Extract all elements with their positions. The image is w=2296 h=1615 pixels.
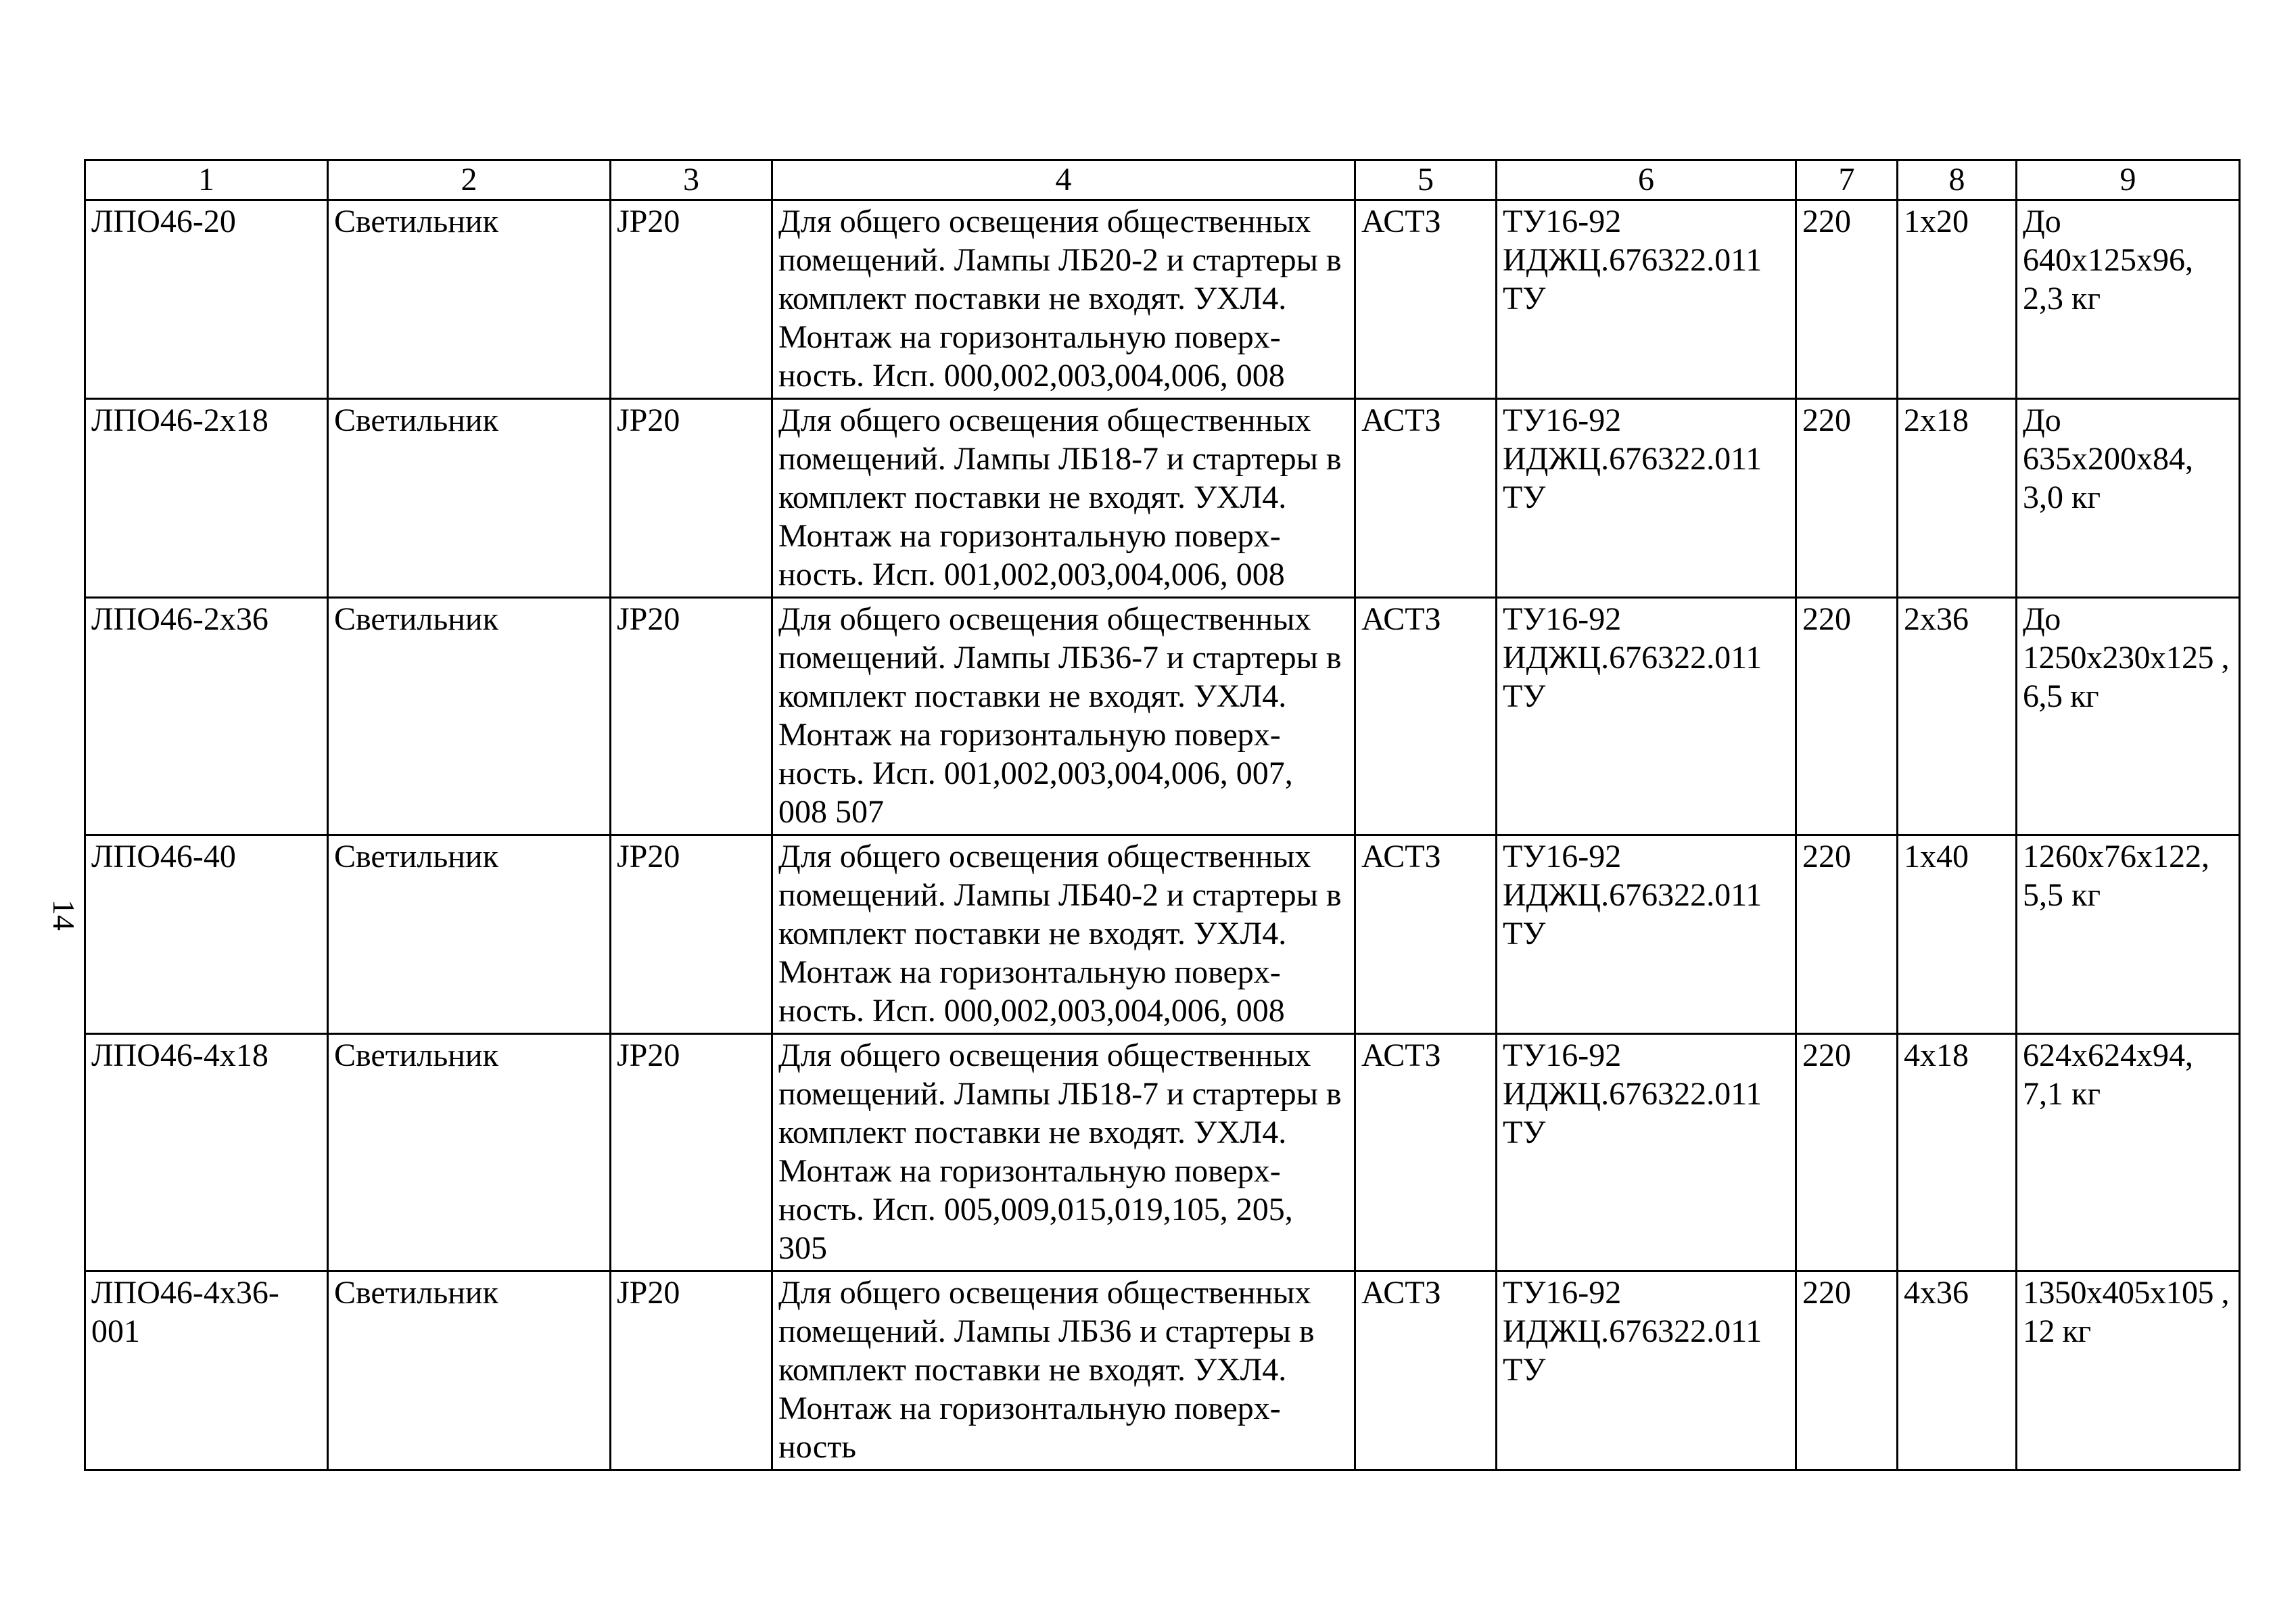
page-number: 14: [47, 899, 81, 931]
description-cell: Для общего освещения общественных помещений. Лампы ЛБ36 и стартеры в комплект поставки не входят. УХЛ4. Монтаж на горизонтальную поверх-ность: [772, 1271, 1355, 1470]
table-body: [85, 200, 2240, 1470]
table-row: [85, 598, 2240, 835]
protection-cell: JP20: [611, 598, 772, 835]
voltage-cell: 220: [1796, 598, 1898, 835]
model-cell: ЛПО46-4х36-001: [85, 1271, 328, 1470]
voltage-cell: 220: [1796, 835, 1898, 1034]
standard-cell: ТУ16-92 ИДЖЦ.676322.011 ТУ: [1497, 835, 1796, 1034]
model-cell: ЛПО46-2х36: [85, 598, 328, 835]
description-cell: Для общего освещения общественных помещений. Лампы ЛБ18-7 и стартеры в комплект поставки не входят. УХЛ4. Монтаж на горизонтальную поверх-ность. Исп. 001,002,003,004,006, 008: [772, 399, 1355, 598]
standard-cell: ТУ16-92 ИДЖЦ.676322.011 ТУ: [1497, 399, 1796, 598]
voltage-cell: 220: [1796, 1271, 1898, 1470]
table-header: [85, 160, 2240, 200]
description-cell: Для общего освещения общественных помещений. Лампы ЛБ40-2 и стартеры в комплект поставки не входят. УХЛ4. Монтаж на горизонтальную поверх-ность. Исп. 000,002,003,004,006, 008: [772, 835, 1355, 1034]
manufacturer-cell: АСТЗ: [1355, 1034, 1497, 1271]
model-cell: ЛПО46-20: [85, 200, 328, 399]
protection-cell: JP20: [611, 1034, 772, 1271]
lamps-cell: 2х18: [1898, 399, 2017, 598]
model-cell: ЛПО46-40: [85, 835, 328, 1034]
model-cell: ЛПО46-2х18: [85, 399, 328, 598]
table-row: [85, 835, 2240, 1034]
manufacturer-cell: АСТЗ: [1355, 598, 1497, 835]
luminaire-spec-table: [84, 159, 2241, 1471]
model-cell: ЛПО46-4х18: [85, 1034, 328, 1271]
lamps-cell: 1х20: [1898, 200, 2017, 399]
lamps-cell: 1х40: [1898, 835, 2017, 1034]
table-row: [85, 399, 2240, 598]
standard-cell: ТУ16-92 ИДЖЦ.676322.011 ТУ: [1497, 598, 1796, 835]
table-row: [85, 1271, 2240, 1470]
dimensions-cell: 624х624х94, 7,1 кг: [2017, 1034, 2240, 1271]
voltage-cell: 220: [1796, 200, 1898, 399]
manufacturer-cell: АСТЗ: [1355, 399, 1497, 598]
manufacturer-cell: АСТЗ: [1355, 1271, 1497, 1470]
dimensions-cell: До 640х125х96, 2,3 кг: [2017, 200, 2240, 399]
standard-cell: ТУ16-92 ИДЖЦ.676322.011 ТУ: [1497, 1271, 1796, 1470]
dimensions-cell: 1350х405х105 , 12 кг: [2017, 1271, 2240, 1470]
lamps-cell: 2х36: [1898, 598, 2017, 835]
protection-cell: JP20: [611, 399, 772, 598]
description-cell: Для общего освещения общественных помещений. Лампы ЛБ18-7 и стартеры в комплект поставки не входят. УХЛ4. Монтаж на горизонтальную поверх-ность. Исп. 005,009,015,019,105, 205, 305: [772, 1034, 1355, 1271]
protection-cell: JP20: [611, 835, 772, 1034]
name-cell: Светильник: [328, 598, 611, 835]
name-cell: Светильник: [328, 1034, 611, 1271]
manufacturer-cell: АСТЗ: [1355, 835, 1497, 1034]
header-cell-1: 1: [85, 160, 328, 200]
name-cell: Светильник: [328, 835, 611, 1034]
standard-cell: ТУ16-92 ИДЖЦ.676322.011 ТУ: [1497, 1034, 1796, 1271]
header-cell-4: 4: [772, 160, 1355, 200]
header-row: [85, 160, 2240, 200]
voltage-cell: 220: [1796, 1034, 1898, 1271]
description-cell: Для общего освещения общественных помещений. Лампы ЛБ36-7 и стартеры в комплект поставки не входят. УХЛ4. Монтаж на горизонтальную поверх-ность. Исп. 001,002,003,004,006, 007, 008 507: [772, 598, 1355, 835]
voltage-cell: 220: [1796, 399, 1898, 598]
name-cell: Светильник: [328, 200, 611, 399]
standard-cell: ТУ16-92 ИДЖЦ.676322.011 ТУ: [1497, 200, 1796, 399]
header-cell-7: 7: [1796, 160, 1898, 200]
header-cell-3: 3: [611, 160, 772, 200]
header-cell-9: 9: [2017, 160, 2240, 200]
table-row: [85, 200, 2240, 399]
dimensions-cell: До 1250х230х125 , 6,5 кг: [2017, 598, 2240, 835]
name-cell: Светильник: [328, 399, 611, 598]
lamps-cell: 4х36: [1898, 1271, 2017, 1470]
description-cell: Для общего освещения общественных помещений. Лампы ЛБ20-2 и стартеры в комплект поставки не входят. УХЛ4. Монтаж на горизонтальную поверх-ность. Исп. 000,002,003,004,006, 008: [772, 200, 1355, 399]
manufacturer-cell: АСТЗ: [1355, 200, 1497, 399]
header-cell-8: 8: [1898, 160, 2017, 200]
header-cell-6: 6: [1497, 160, 1796, 200]
table-row: [85, 1034, 2240, 1271]
dimensions-cell: 1260х76х122, 5,5 кг: [2017, 835, 2240, 1034]
protection-cell: JP20: [611, 1271, 772, 1470]
name-cell: Светильник: [328, 1271, 611, 1470]
lamps-cell: 4х18: [1898, 1034, 2017, 1271]
header-cell-2: 2: [328, 160, 611, 200]
protection-cell: JP20: [611, 200, 772, 399]
header-cell-5: 5: [1355, 160, 1497, 200]
dimensions-cell: До 635х200х84, 3,0 кг: [2017, 399, 2240, 598]
